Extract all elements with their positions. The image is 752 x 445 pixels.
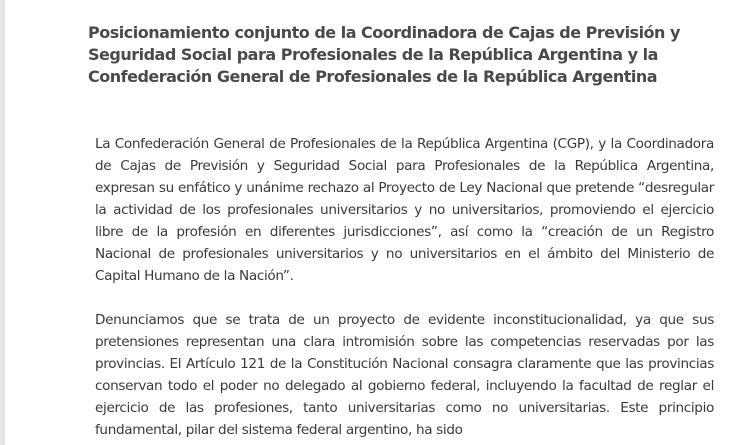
article-body xyxy=(95,133,714,445)
left-border xyxy=(0,0,5,445)
article-title: Posicionamiento conjunto de la Coordinadora de Cajas de Previsión y Seguridad Social para Profesionales de la República Argentina y la Confederación General de Profesionales de la República Argentina xyxy=(88,23,680,86)
paragraph-intro: La Confederación General de Profesionales de la República Argentina (CGP), y la Coordinadora de Cajas de Previsión y Seguridad Social para Profesionales de la República Argentina, expresan su enfático y unánime rechazo al Proyecto de Ley Nacional que pretende “desregular la actividad de los profesionales universitarios y no universitarios, promoviendo el ejercicio libre de la profesión en diferentes jurisdicciones”, así como la “creación de un Registro Nacional de profesionales universitarios y no universitarios en el ámbito del Ministerio de Capital Humano de la Nación”. xyxy=(95,136,714,284)
paragraph-unconstitutionality: Denunciamos que se trata de un proyecto de evidente inconstitucionalidad, ya que sus pretensiones representan una clara intromisión sobre las competencias reservadas por las provincias. El Artículo 121 de la Constitución Nacional consagra claramente que las provincias conservan todo el poder no delegado al gobierno federal, incluyendo la facultad de reglar el ejercicio de las profesiones, tanto universitarias como no universitarias. Este principio fundamental, pilar del sistema federal argentino, ha sido xyxy=(95,312,714,438)
